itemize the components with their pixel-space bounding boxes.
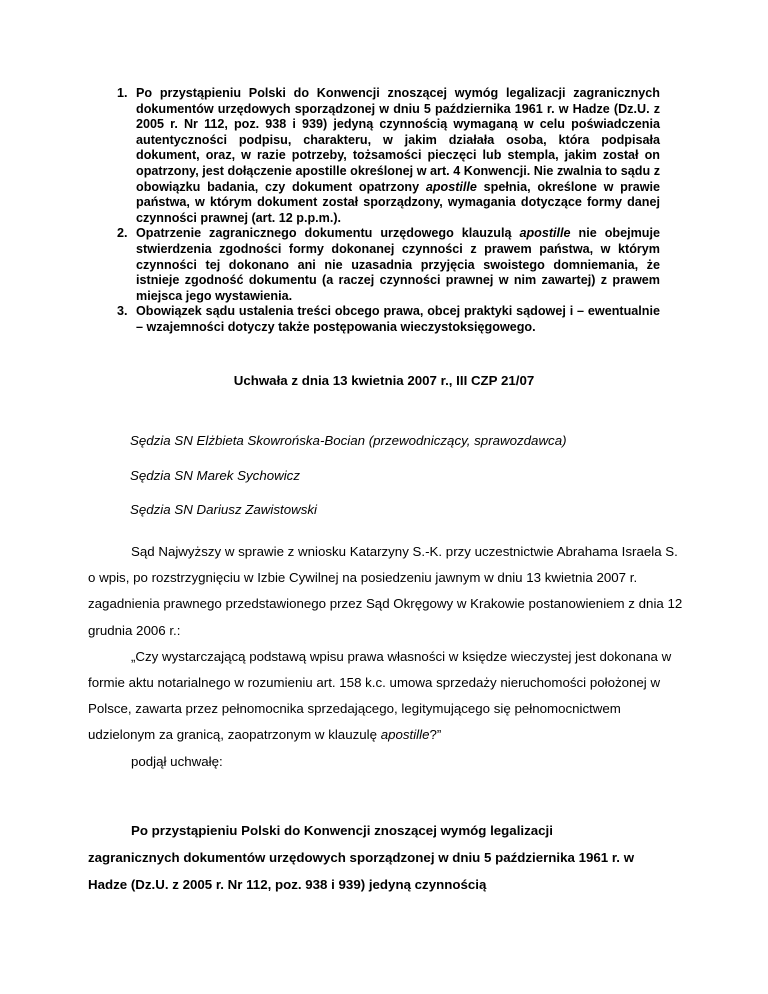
thesis-item [117, 226, 660, 304]
thesis-text: Opatrzenie zagranicznego dokumentu urzędowego klauzulą [136, 226, 520, 241]
judge-line: Sędzia SN Dariusz Zawistowski [130, 502, 317, 517]
judge-line: Sędzia SN Elżbieta Skowrońska-Bocian (przewodniczący, sprawozdawca) [130, 433, 567, 448]
thesis-number: 1. [117, 86, 128, 100]
document-title: Uchwała z dnia 13 kwietnia 2007 r., III CZP 21/07 [233, 373, 535, 388]
thesis-text-italic: apostille [519, 226, 571, 241]
intro-paragraph: Sąd Najwyższy w sprawie z wniosku Katarzyny S.-K. przy uczestnictwie Abrahama Israela S. o wpis, po rozstrzygnięciu w Izbie Cywilnej na posiedzeniu jawnym w dniu 13 kwietnia 2007 r. zagadnienia prawnego przedstawionego przez Sąd Okręgowy w Krakowie postanowieniem z dnia 12 grudnia 2006 r.: [88, 544, 683, 638]
thesis-number: 3. [117, 304, 128, 319]
resolution-text: Po przystąpieniu Polski do Konwencji znoszącej wymóg legalizacji zagranicznych dokumentów urzędowych sporządzonej w dniu 5 października 1961 r. w Hadze (Dz.U. z 2005 r. Nr 112, poz. 938 i 939) jedyną czynnością [88, 823, 635, 892]
thesis-list [117, 86, 660, 336]
thesis-text: Obowiązek sądu ustalenia treści obcego prawa, obcej praktyki sądowej i – ewentualnie – wzajemności dotyczy także postępowania wieczystoksięgowego. [136, 304, 660, 334]
resolved-line: podjął uchwałę: [131, 753, 223, 769]
legal-question [88, 644, 688, 749]
thesis-text-italic: apostille [425, 179, 477, 194]
thesis-text: nie obejmuje stwierdzenia zgodności formy dokonanej czynności z prawem państwa, w którym czynności tej dokonano ani nie uzasadnia przyjęcia swoistego domniemania, że istnieje zgodność dokumentu (a raczej czynności prawnej w nim zawartej) z prawem miejsca jego wystawienia. [136, 226, 660, 303]
body-text [88, 539, 688, 775]
question-text: ?” [429, 727, 442, 743]
thesis-item [117, 86, 660, 226]
thesis-text: Po przystąpieniu Polski do Konwencji znoszącej wymóg legalizacji zagranicznych dokumentów urzędowych sporządzonej w dniu 5 października 1961 r. w Hadze (Dz.U. z 2005 r. Nr 112, poz. 938 i 939) jedyną czynnością wymaganą w celu poświadczenia autentyczności podpisu, charakteru, w jakim działała osoba, która podpisała dokument, oraz, w razie potrzeby, tożsamości pieczęci lub stempla, jakim został on opatrzony, jest dołączenie apostille określonej w art. 4 Konwencji. Nie zwalnia to sądu z obowiązku badania, czy dokument opatrzony [136, 86, 660, 194]
thesis-number: 2. [117, 226, 128, 241]
judge-line: Sędzia SN Marek Sychowicz [130, 468, 300, 483]
thesis-text: spełnia, określone w prawie państwa, w którym dokument został sporządzony, wymagania dotyczące formy danej czynności prawnej (art. 12 p.p.m.). [136, 179, 661, 225]
question-text: „Czy wystarczającą podstawą wpisu prawa własności w księdze wieczystej jest dokonana w formie aktu notarialnego w rozumieniu art. 158 k.c. umowa sprzedaży nieruchomości położonej w Polsce, zawarta przez pełnomocnika sprzedającego, legitymującego się pełnomocnictwem udzielonym za granicą, zaopatrzonym w klauzulę [88, 648, 672, 743]
question-italic: apostille [380, 727, 430, 743]
thesis-item [117, 304, 660, 335]
